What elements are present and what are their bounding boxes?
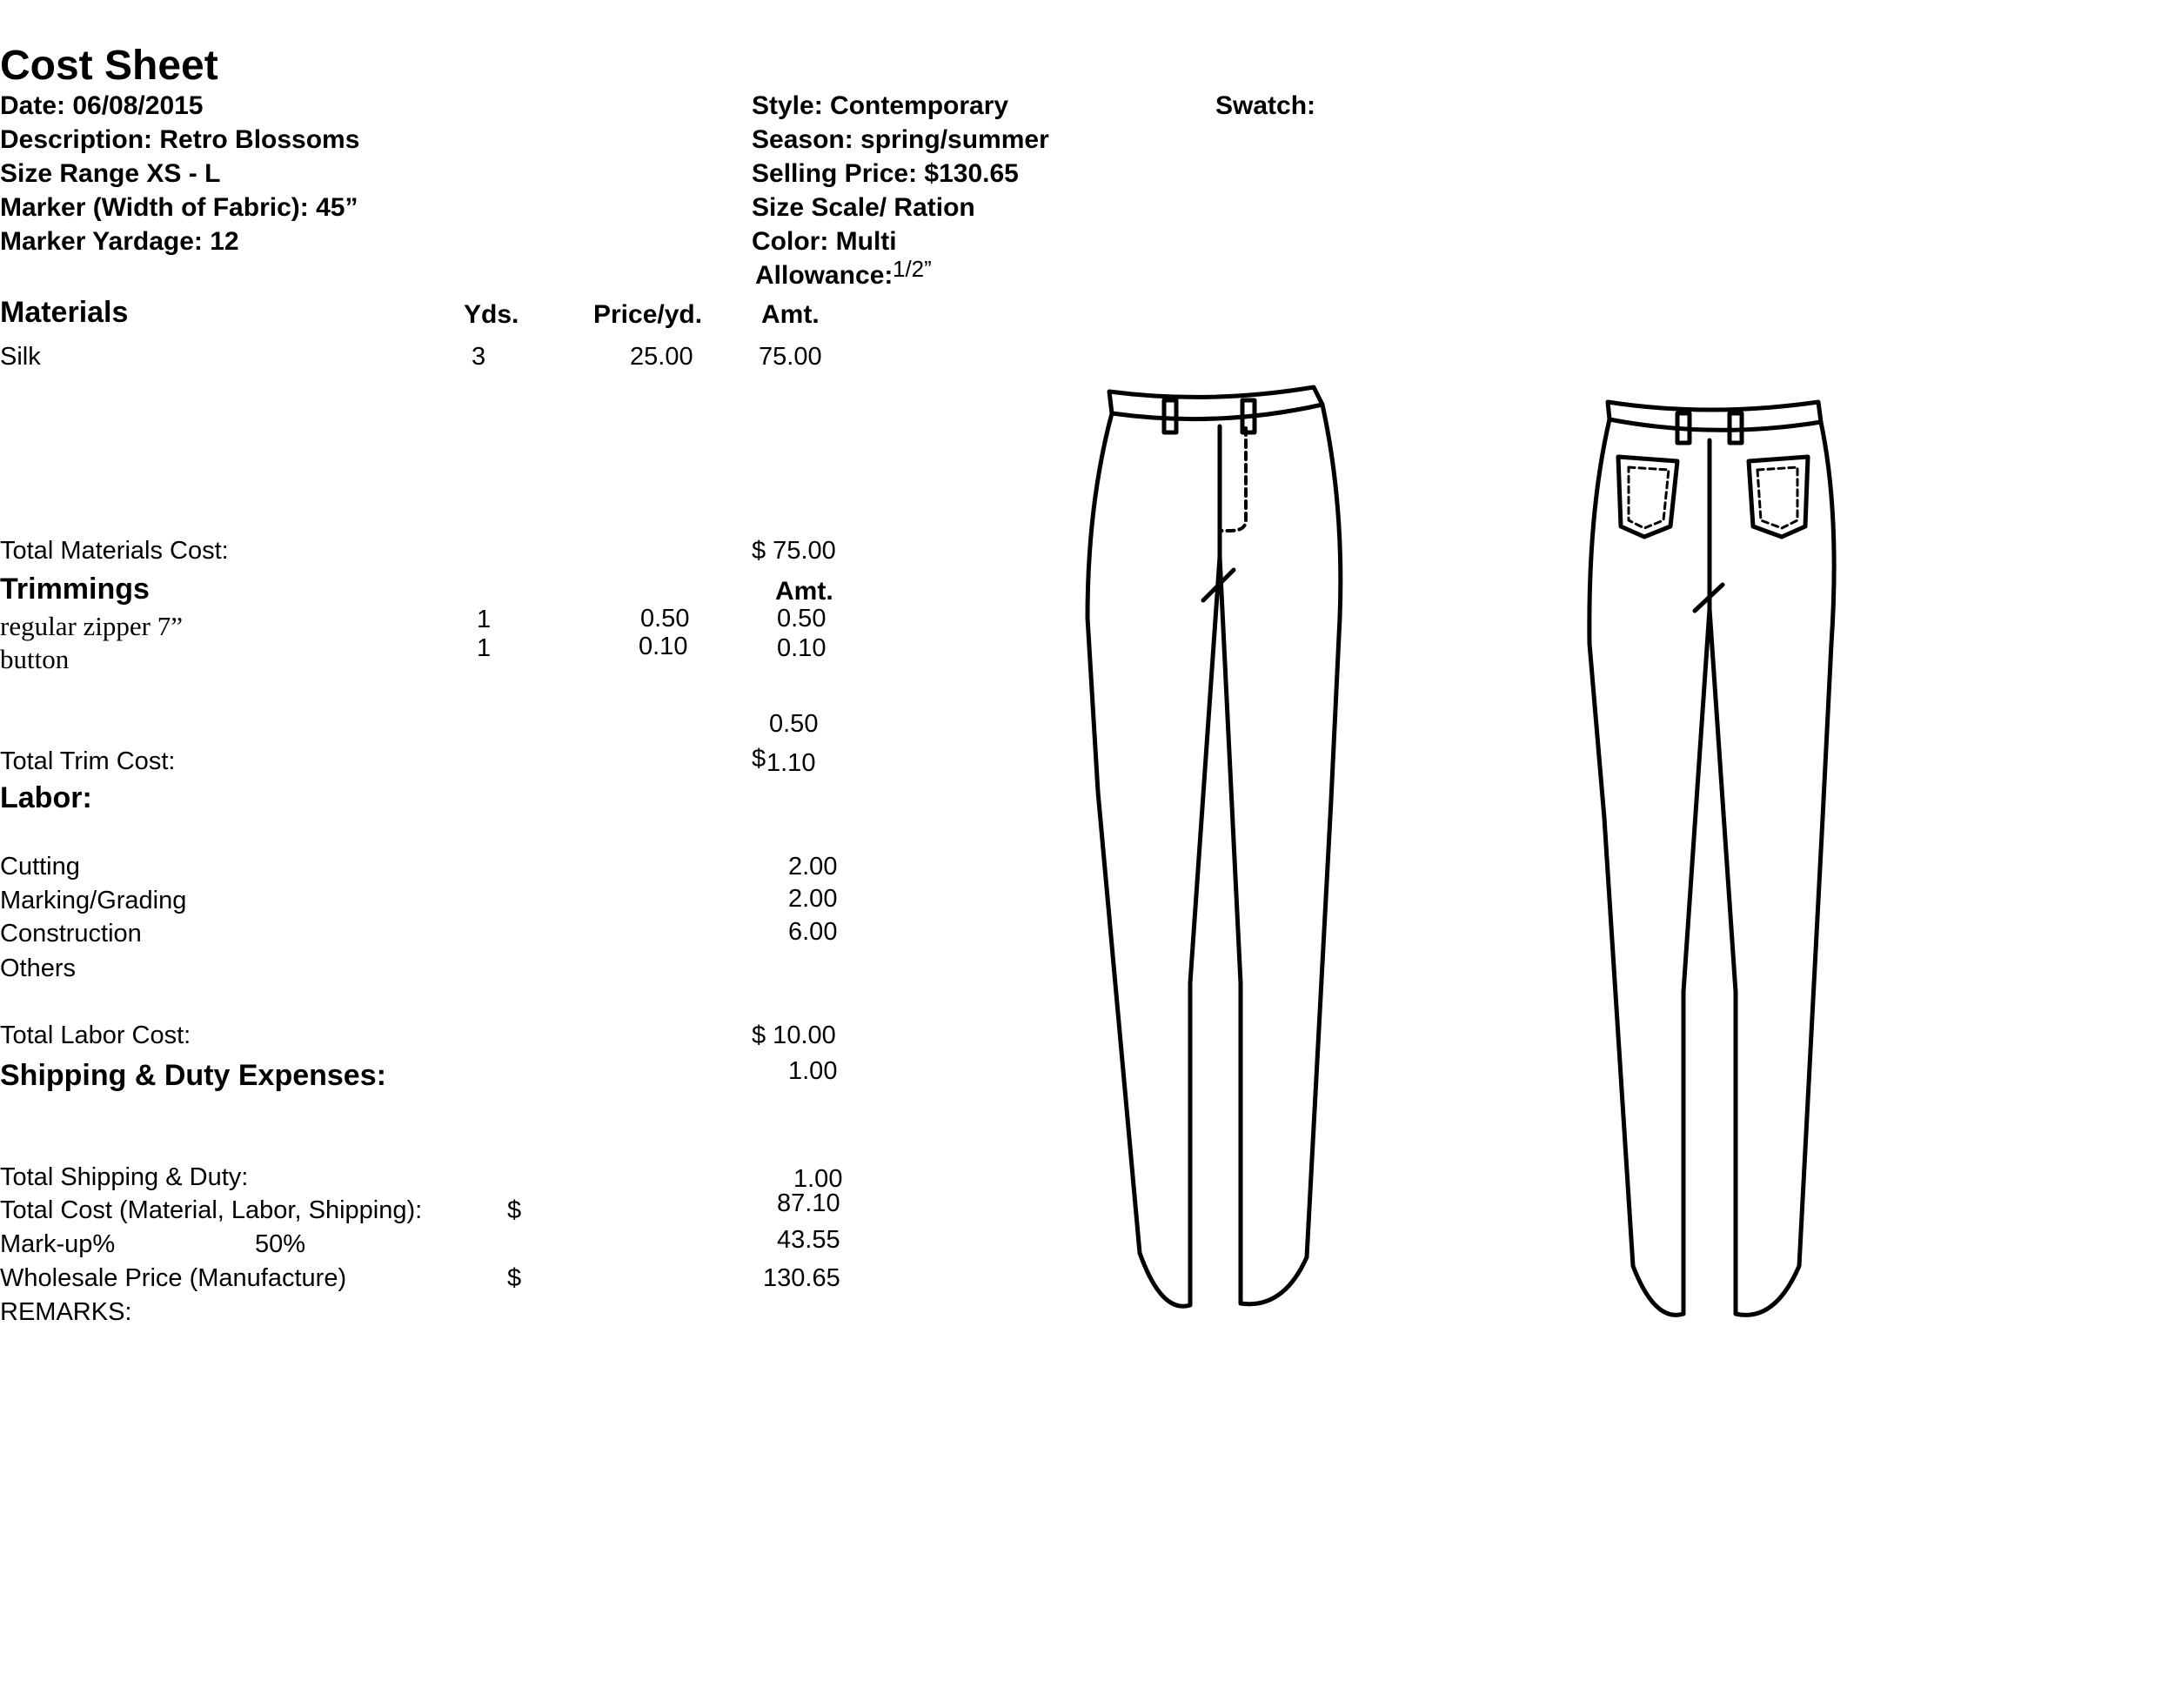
- labor-amt: 2.00: [788, 853, 838, 881]
- labor-amt: 2.00: [788, 885, 838, 913]
- trim-name: button: [0, 644, 70, 674]
- total-cost-value: 87.10: [777, 1189, 840, 1217]
- wholesale-label: Wholesale Price (Manufacture): [0, 1264, 347, 1292]
- trim-price: 0.50: [640, 605, 690, 633]
- date-field: Date: 06/08/2015: [0, 91, 204, 120]
- total-materials-value: $ 75.00: [752, 537, 836, 565]
- trimmings-col-amt: Amt.: [775, 577, 833, 606]
- total-shipping-value: 1.00: [793, 1165, 843, 1193]
- total-labor-label: Total Labor Cost:: [0, 1021, 191, 1049]
- selling-price-field: Selling Price: $130.65: [752, 159, 1019, 188]
- shipping-amt: 1.00: [788, 1057, 838, 1085]
- pants-back-icon: [1566, 383, 1862, 1340]
- markup-label: Mark-up%: [0, 1230, 116, 1258]
- trimmings-heading: Trimmings: [0, 573, 150, 606]
- page-title: Cost Sheet: [0, 43, 218, 89]
- trim-name: regular zipper 7”: [0, 611, 183, 641]
- wholesale-value: 130.65: [763, 1264, 840, 1292]
- allowance-label: Allowance:: [755, 261, 893, 290]
- pants-front-icon: [1061, 374, 1357, 1331]
- marker-yardage-field: Marker Yardage: 12: [0, 227, 239, 256]
- size-scale-field: Size Scale/ Ration: [752, 193, 975, 222]
- trim-qty: 1: [477, 634, 492, 662]
- shipping-heading: Shipping & Duty Expenses:: [0, 1059, 386, 1092]
- season-field: Season: spring/summer: [752, 125, 1049, 154]
- total-materials-label: Total Materials Cost:: [0, 537, 229, 565]
- materials-col-amt: Amt.: [761, 300, 820, 329]
- material-price: 25.00: [630, 343, 693, 371]
- total-cost-currency: $: [507, 1196, 522, 1224]
- wholesale-currency: $: [507, 1264, 522, 1292]
- labor-heading: Labor:: [0, 781, 92, 814]
- labor-name: Others: [0, 954, 77, 982]
- materials-col-yds: Yds.: [464, 300, 519, 329]
- trim-extra-amt: 0.50: [769, 710, 819, 738]
- labor-amt: 6.00: [788, 918, 838, 946]
- material-yds: 3: [472, 343, 486, 371]
- remarks-label: REMARKS:: [0, 1298, 132, 1326]
- labor-name: Cutting: [0, 853, 80, 881]
- total-cost-label: Total Cost (Material, Labor, Shipping):: [0, 1196, 423, 1224]
- trim-qty: 1: [477, 606, 492, 633]
- labor-name: Construction: [0, 920, 142, 948]
- description-field: Description: Retro Blossoms: [0, 125, 360, 154]
- total-trim-currency: $: [752, 745, 766, 773]
- materials-col-price: Price/yd.: [593, 300, 703, 329]
- labor-name: Marking/Grading: [0, 887, 187, 914]
- color-field: Color: Multi: [752, 227, 897, 256]
- style-field: Style: Contemporary: [752, 91, 1009, 120]
- allowance-value: 1/2”: [893, 256, 932, 282]
- markup-value: 43.55: [777, 1226, 840, 1254]
- markup-percent: 50%: [255, 1230, 306, 1258]
- material-name: Silk: [0, 343, 41, 371]
- size-range-field: Size Range XS - L: [0, 159, 221, 188]
- trim-amt: 0.10: [777, 634, 826, 662]
- total-trim-label: Total Trim Cost:: [0, 747, 176, 775]
- material-amt: 75.00: [759, 343, 822, 371]
- total-shipping-label: Total Shipping & Duty:: [0, 1163, 249, 1191]
- trim-price: 0.10: [639, 633, 688, 660]
- total-labor-value: $ 10.00: [752, 1021, 836, 1049]
- swatch-label: Swatch:: [1215, 91, 1316, 120]
- trim-amt: 0.50: [777, 605, 826, 633]
- marker-width-field: Marker (Width of Fabric): 45”: [0, 193, 358, 222]
- total-trim-value: 1.10: [766, 749, 816, 777]
- materials-heading: Materials: [0, 296, 129, 329]
